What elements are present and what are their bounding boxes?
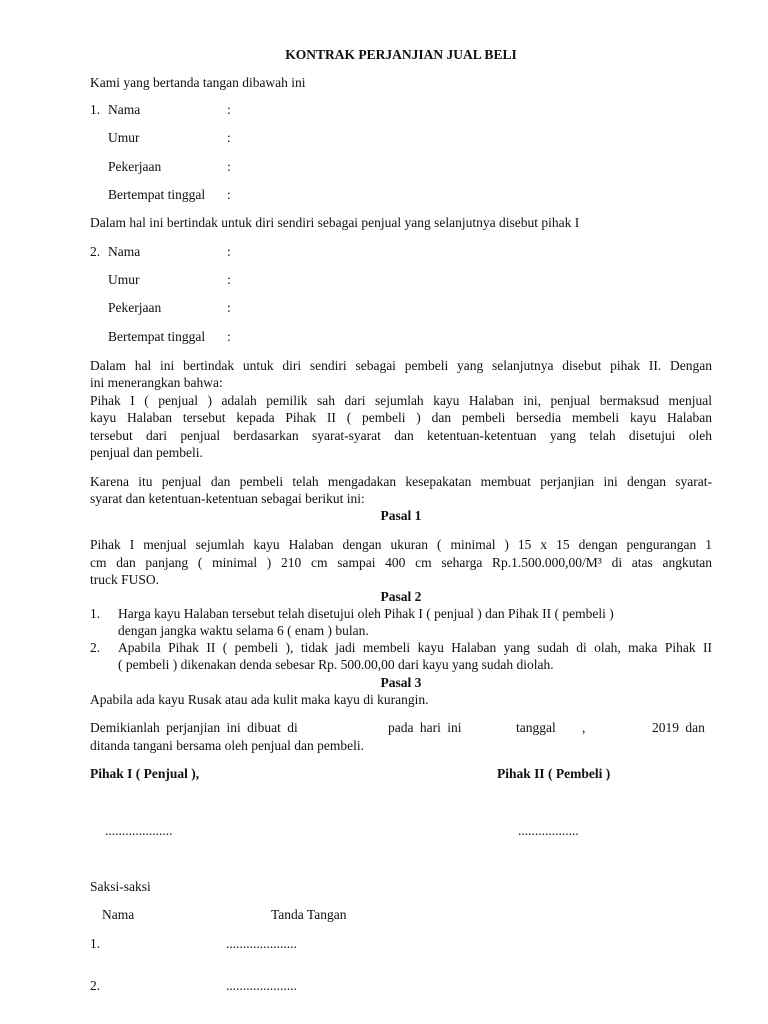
colon: : (227, 130, 231, 145)
paragraph-line: Karena itu penjual dan pembeli telah mengadakan kesepakatan membuat perjanjian ini dengan syarat- (90, 474, 712, 489)
paragraph-line: syarat dan ketentuan-ketentuan sebagai berikut ini: (90, 491, 365, 506)
pasal1-heading: Pasal 1 (380, 508, 422, 523)
document-title: KONTRAK PERJANJIAN JUAL BELI (285, 47, 517, 62)
colon: : (227, 300, 231, 315)
closing-part: 2019 dan (652, 720, 705, 735)
paragraph-line: ini menerangkan bahwa: (90, 375, 223, 390)
closing-part: Demikianlah perjanjian ini dibuat di (90, 720, 298, 735)
list-item-line: Apabila Pihak II ( pembeli ), tidak jadi membeli kayu Halaban yang sudah di olah, maka Pihak II (118, 640, 712, 655)
pasal2-heading: Pasal 2 (380, 589, 422, 604)
pasal1-line: truck FUSO. (90, 572, 160, 587)
party2-label-age: Umur (108, 272, 140, 287)
pasal3-heading: Pasal 3 (380, 675, 422, 690)
party1-label-age: Umur (108, 130, 140, 145)
paragraph-line: Pihak I ( penjual ) adalah pemilik sah dari sejumlah kayu Halaban ini, penjual bermaksud menjual (90, 393, 712, 408)
party1-label-name: Nama (108, 102, 141, 117)
paragraph-line: Dalam hal ini bertindak untuk diri sendiri sebagai pembeli yang selanjutnya disebut pihak II. Dengan (90, 358, 712, 373)
list-item-line: Harga kayu Halaban tersebut telah disetujui oleh Pihak I ( penjual ) dan Pihak II ( pembeli ) (118, 606, 614, 621)
closing-part: tanggal (516, 720, 556, 735)
colon: : (227, 244, 231, 259)
pasal3-text: Apabila ada kayu Rusak atau ada kulit maka kayu di kurangin. (90, 692, 429, 707)
witness-title: Saksi-saksi (90, 879, 151, 894)
colon: : (227, 102, 231, 117)
witness-signature-line: ..................... (226, 936, 297, 951)
witness-signature-line: ..................... (226, 978, 297, 993)
colon: : (227, 187, 231, 202)
party1-number: 1. (90, 102, 101, 117)
party2-label-address: Bertempat tinggal (108, 329, 206, 344)
witness-number: 1. (90, 936, 101, 951)
list-item-line: dengan jangka waktu selama 6 ( enam ) bulan. (118, 623, 369, 638)
list-item-line: ( pembeli ) dikenakan denda sebesar Rp. 500.00,00 dari kayu yang sudah diolah. (118, 657, 554, 672)
witness-col-signature: Tanda Tangan (271, 907, 347, 922)
colon: : (227, 329, 231, 344)
closing-part: , (582, 720, 586, 735)
colon: : (227, 159, 231, 174)
list-number: 2. (90, 640, 101, 655)
paragraph-line: tersebut dari penjual berdasarkan syarat-syarat dan ketentuan-ketentuan yang telah disetujui oleh (90, 428, 712, 443)
closing-part: pada hari ini (388, 720, 462, 735)
closing-line: ditanda tangani bersama oleh penjual dan pembeli. (90, 738, 365, 753)
party2-number: 2. (90, 244, 101, 259)
signature-line-buyer: .................. (518, 823, 579, 838)
signature-label-buyer: Pihak II ( Pembeli ) (497, 766, 611, 781)
party1-label-address: Bertempat tinggal (108, 187, 206, 202)
intro: Kami yang bertanda tangan dibawah ini (90, 75, 306, 90)
witness-col-name: Nama (102, 907, 135, 922)
paragraph-line: penjual dan pembeli. (90, 445, 203, 460)
witness-number: 2. (90, 978, 101, 993)
colon: : (227, 272, 231, 287)
party2-label-job: Pekerjaan (108, 300, 162, 315)
pasal1-line: cm dan panjang ( minimal ) 210 cm sampai 400 cm seharga Rp.1.500.000,00/M³ di atas angkutan (90, 555, 712, 570)
signature-label-seller: Pihak I ( Penjual ), (90, 766, 200, 781)
party1-label-job: Pekerjaan (108, 159, 162, 174)
paragraph-line: kayu Halaban tersebut kepada Pihak II ( pembeli ) dan pembeli bersedia membeli kayu Halaban (90, 410, 712, 425)
party1-description: Dalam hal ini bertindak untuk diri sendiri sebagai penjual yang selanjutnya disebut pihak I (90, 215, 580, 230)
pasal1-line: Pihak I menjual sejumlah kayu Halaban dengan ukuran ( minimal ) 15 x 15 dengan pengurangan 1 (90, 537, 712, 552)
party2-label-name: Nama (108, 244, 141, 259)
list-number: 1. (90, 606, 101, 621)
signature-line-seller: .................... (105, 823, 173, 838)
